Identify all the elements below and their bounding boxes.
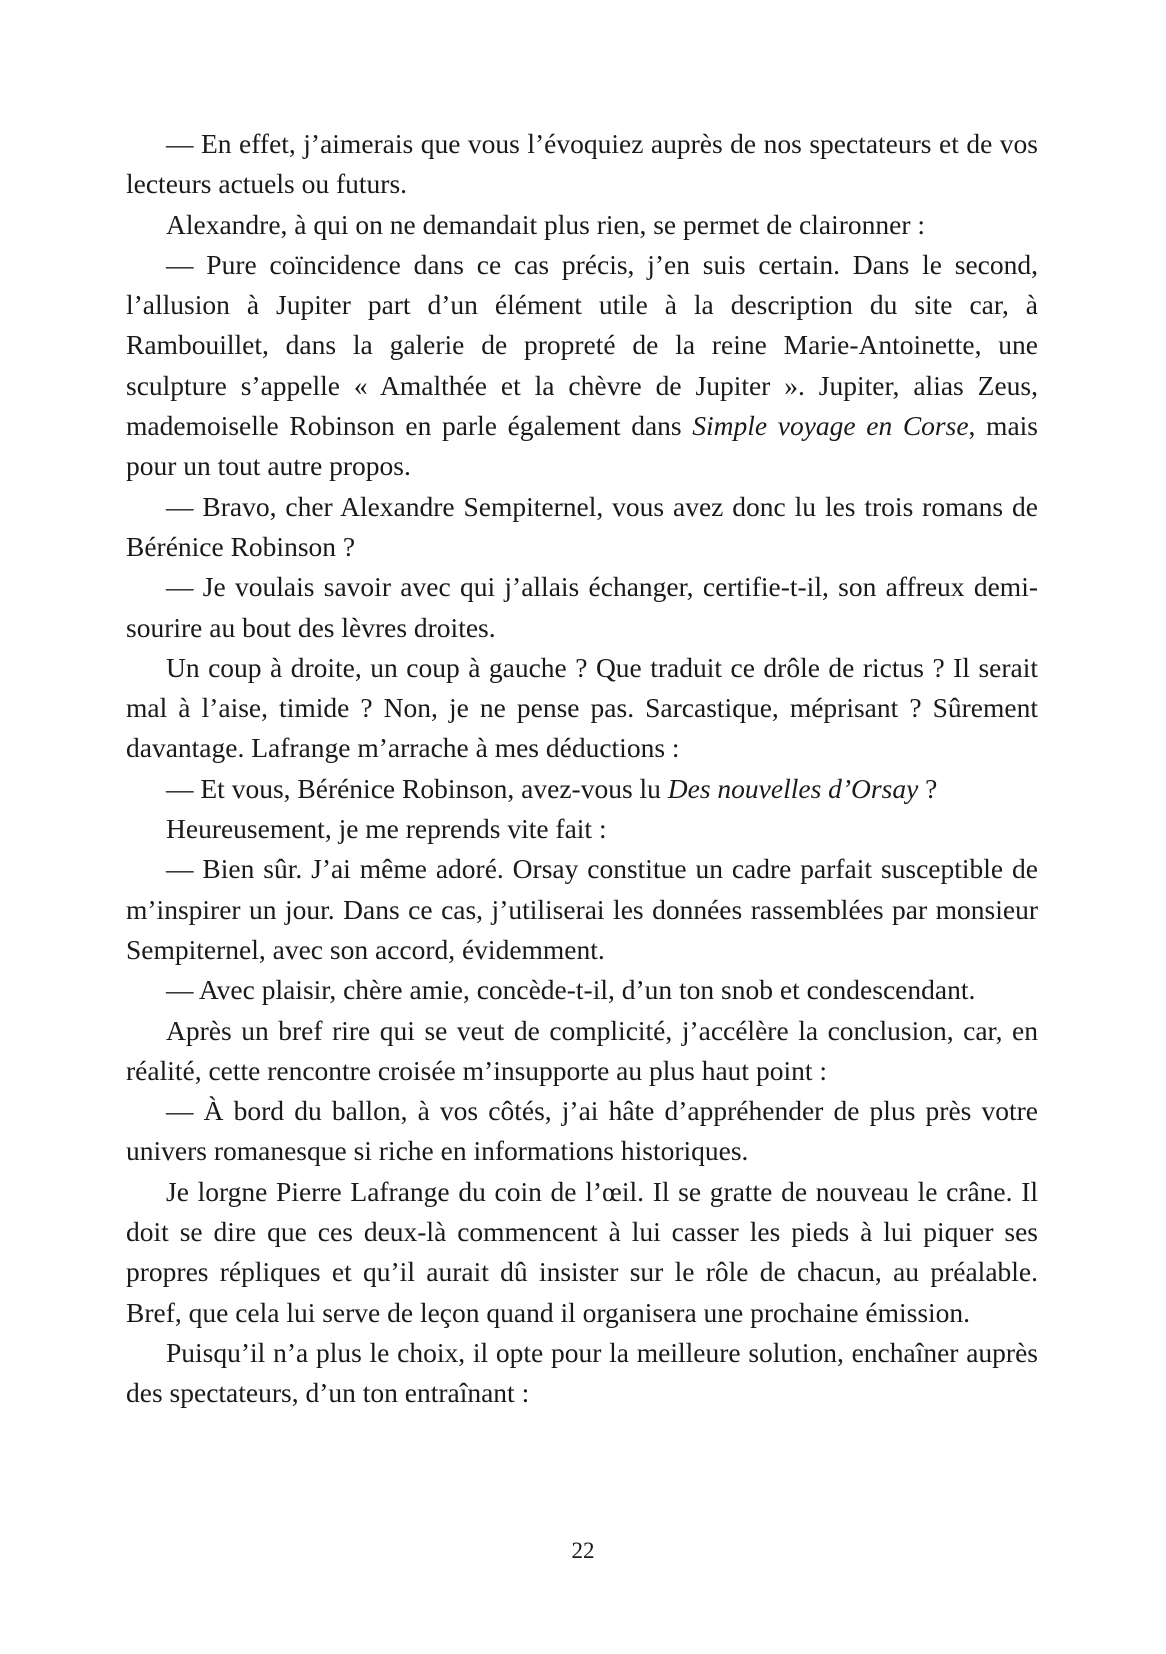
book-title-simple-voyage-en-corse: Simple voyage en Corse [692, 410, 969, 442]
page-number: 22 [571, 1538, 595, 1563]
page-body [126, 124, 1038, 1414]
paragraph-3: — Pure coïncidence dans ce cas précis, j’en suis certain. Dans le second, l’allusion à Jupiter part d’un élément utile à la description du site car, à Rambouillet, dans la galerie de propreté de la reine Marie-Antoinette, une sculpture s’appelle « Amalthée et la chèvre de Jupiter ». Jupiter, alias Zeus, mademoiselle Robinson en parle également dans Simple voyage en Corse, mais pour un tout autre propos. [126, 248, 1038, 482]
paragraph-13: Je lorgne Pierre Lafrange du coin de l’œil. Il se gratte de nouveau le crâne. Il doit se dire que ces deux-là commencent à lui casser les pieds à lui piquer ses propres répliques et qu’il aurait dû insister sur le rôle de chacun, au préalable. Bref, que cela lui serve de leçon quand il organisera une prochaine émission. [126, 1175, 1038, 1328]
paragraph-1: — En effet, j’aimerais que vous l’évoquiez auprès de nos spectateurs et de vos lecteurs actuels ou futurs. [126, 128, 1038, 200]
paragraph-11: Après un bref rire qui se veut de complicité, j’accélère la conclusion, car, en réalité, cette rencontre croisée m’insupporte au plus haut point : [126, 1014, 1038, 1086]
paragraph-4: — Bravo, cher Alexandre Sempiternel, vous avez donc lu les trois romans de Bérénice Robinson ? [126, 490, 1038, 562]
paragraph-12: — À bord du ballon, à vos côtés, j’ai hâte d’appréhender de plus près votre univers romanesque si riche en informations historiques. [126, 1095, 1038, 1167]
paragraph-7: — Et vous, Bérénice Robinson, avez-vous lu Des nouvelles d’Orsay ? [166, 772, 938, 804]
paragraph-5: — Je voulais savoir avec qui j’allais échanger, certifie-t-il, son affreux demi-sourire au bout des lèvres droites. [126, 571, 1038, 643]
paragraph-9: — Bien sûr. J’ai même adoré. Orsay constitue un cadre parfait susceptible de m’inspirer un jour. Dans ce cas, j’utiliserai les données rassemblées par monsieur Sempiternel, avec son accord, évidemment. [126, 853, 1038, 965]
paragraph-6: Un coup à droite, un coup à gauche ? Que traduit ce drôle de rictus ? Il serait mal à l’aise, timide ? Non, je ne pense pas. Sarcastique, méprisant ? Sûrement davantage. Lafrange m’arrache à mes déductions : [126, 651, 1038, 764]
paragraph-2: Alexandre, à qui on ne demandait plus rien, se permet de claironner : [166, 208, 926, 240]
paragraph-14: Puisqu’il n’a plus le choix, il opte pour la meilleure solution, enchaîner auprès des spectateurs, d’un ton entraînant : [126, 1336, 1038, 1409]
paragraph-10: — Avec plaisir, chère amie, concède-t-il, d’un ton snob et condescendant. [166, 974, 976, 1006]
paragraph-8: Heureusement, je me reprends vite fait : [166, 813, 607, 845]
book-title-des-nouvelles-d-orsay: Des nouvelles d’Orsay [667, 772, 919, 804]
